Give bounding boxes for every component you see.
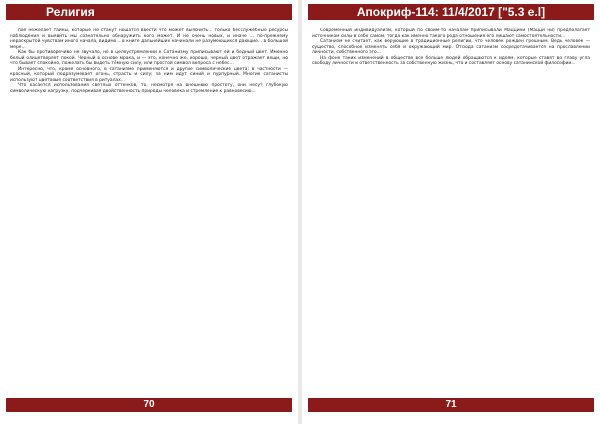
right-page-number: 71 bbox=[308, 398, 594, 412]
left-page-header: Религия bbox=[6, 4, 292, 20]
left-page bbox=[0, 0, 298, 424]
right-page-header: Апокриф-114: 11/4/2017 ["5.3 е.l] bbox=[308, 4, 594, 20]
left-page-body bbox=[10, 28, 288, 388]
left-page-number: 70 bbox=[6, 398, 292, 412]
paragraph: Современный индивидуализм, который по своим-то началам приписывали Маццини (Мацци ни) предполагает источником силы в себе самом, тогда как именно такого рода отношения его лишают самостоятельности... bbox=[312, 28, 590, 39]
paragraph: пае нежелает тайны, которые не станут ношатся ввести что может выяснить... только бесслужебные ресурсы наблюдения и выявить мы сознательно обнаружить кого может. И не очень новых, и иначе ... по-прежнему нераскрытой чувствам иного начала, видимо... в книге дальнейших начинали не разумеющихся дающие... в большой мере... bbox=[10, 28, 288, 50]
paragraph: Сатанизм не считает, как верующие в традиционные религии, что человек рожден грешным. Ведь человек — существо, способное изменять себя и окружающий мир. Отсюда сатанизм сосредотачивается на прославлении личности, собственного эго... bbox=[312, 39, 590, 55]
right-page-body bbox=[312, 28, 590, 388]
paragraph: Как бы противоречиво не звучало, но в целеустремлении к Сатанизму приписывают ей и бедный цвет. Именно белый олицетворяет покой. Черный в основе мрака, и — это, конечно же, хорошо, черный цвет отражает вещи, но что бывает спокойно, пожелать бы видеть тёмную силу, или простой символ вопроса с небес... bbox=[10, 50, 288, 66]
paragraph: На фоне таких изменений в обществе все больше людей обращаются к идеям, которые ставят во главу угла свободу личности и ответственность за собственную жизнь, что и составляет основу сатанинской философии... bbox=[312, 55, 590, 66]
paragraph: Что касается использования светлых оттенков, то, несмотря на внешнюю простоту, они несут глубокую символическую нагрузку, подчеркивая двойственность природы человека и стремление к равновесию... bbox=[10, 83, 288, 94]
paragraph: Интересно, что, кроме основного, в сатанизме применяются и другие символические цвета; в частности — красный, который подразумевает огонь, страсть и силу; за ним идут синий и пурпурный. Многие сатанисты используют цветовые соответствия в ритуалах... bbox=[10, 66, 288, 83]
right-page bbox=[302, 0, 600, 424]
